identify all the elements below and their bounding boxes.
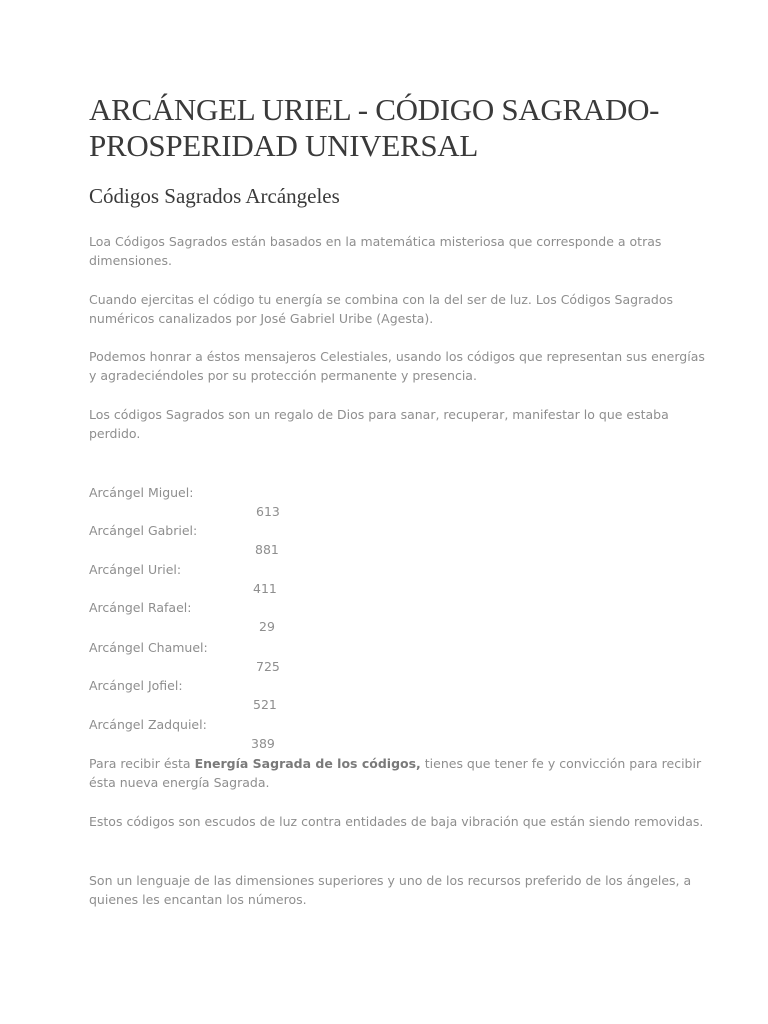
receive-energy-tail: tienes que tener fe y convicción para recibir ésta nueva energía Sagrada. bbox=[89, 756, 702, 790]
paragraph-shields-of-light: Estos códigos son escudos de luz contra entidades de baja vibración que están siendo removidas. bbox=[89, 814, 704, 829]
receive-energy-lead: Para recibir ésta bbox=[89, 756, 195, 771]
code-name: Arcángel Chamuel: bbox=[89, 640, 208, 655]
code-name: Arcángel Jofiel: bbox=[89, 678, 183, 693]
paragraph-intro: Loa Códigos Sagrados están basados en la matemática misteriosa que corresponde a otras dimensiones. bbox=[89, 234, 662, 268]
code-value: 411 bbox=[253, 581, 277, 596]
code-value: 613 bbox=[256, 504, 280, 519]
paragraph-energy-combination: Cuando ejercitas el código tu energía se combina con la del ser de luz. Los Códigos Sagrados numéricos canalizados por José Gabriel Uribe (Agesta). bbox=[89, 292, 673, 326]
section-subtitle: Códigos Sagrados Arcángeles bbox=[89, 184, 340, 208]
code-name: Arcángel Uriel: bbox=[89, 562, 182, 577]
paragraph-receive-energy bbox=[89, 754, 709, 792]
page-title: ARCÁNGEL URIEL - CÓDIGO SAGRADO- PROSPERIDAD UNIVERSAL bbox=[89, 92, 660, 163]
code-name: Arcángel Rafael: bbox=[89, 600, 192, 615]
paragraph-higher-language: Son un lenguaje de las dimensiones superiores y uno de los recursos preferido de los ángeles, a quienes les encantan los números. bbox=[89, 873, 692, 907]
code-value: 389 bbox=[251, 736, 275, 751]
code-name: Arcángel Gabriel: bbox=[89, 523, 198, 538]
code-value: 725 bbox=[256, 659, 280, 674]
code-value: 29 bbox=[259, 619, 275, 634]
code-name: Arcángel Miguel: bbox=[89, 485, 194, 500]
paragraph-gift-of-god: Los códigos Sagrados son un regalo de Dios para sanar, recuperar, manifestar lo que estaba perdido. bbox=[89, 407, 669, 441]
paragraph-honor-messengers: Podemos honrar a éstos mensajeros Celestiales, usando los códigos que representan sus energías y agradeciéndoles por su protección permanente y presencia. bbox=[89, 349, 705, 383]
code-value: 521 bbox=[253, 697, 277, 712]
code-value: 881 bbox=[255, 542, 279, 557]
code-name: Arcángel Zadquiel: bbox=[89, 717, 207, 732]
receive-energy-emphasis: Energía Sagrada de los códigos, bbox=[194, 756, 421, 771]
